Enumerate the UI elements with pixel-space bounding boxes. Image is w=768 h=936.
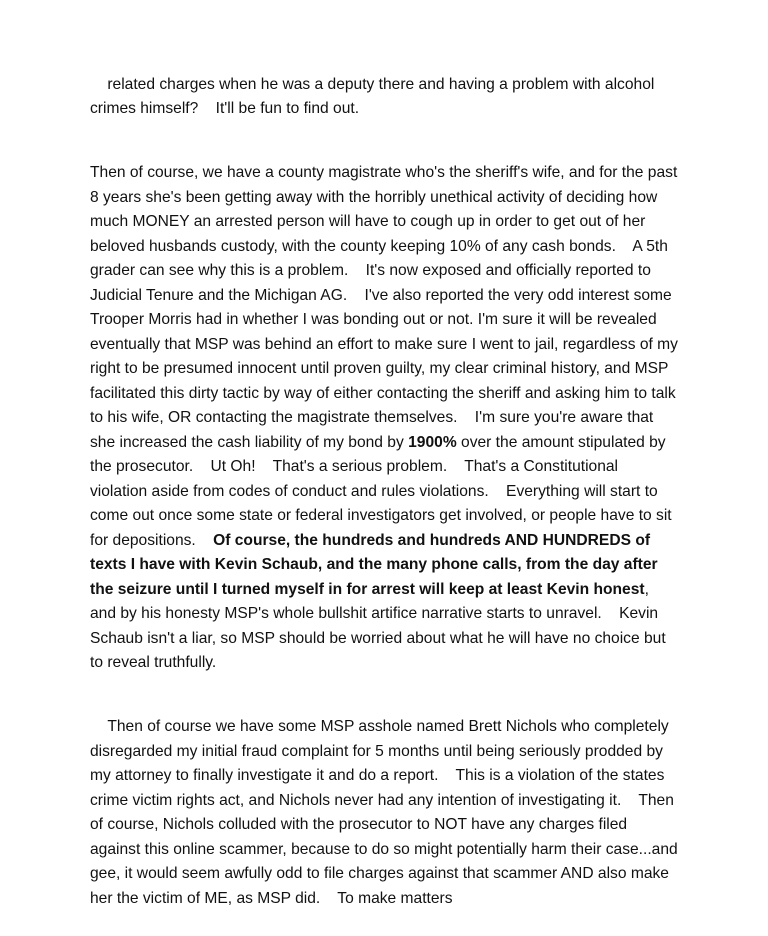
paragraph-3 xyxy=(90,691,683,936)
paragraph-1-text: related charges when he was a deputy there and having a problem with alcohol crimes himself? It'll be fun to find out. xyxy=(90,75,659,117)
paragraph-2-bold-percent: 1900% xyxy=(408,433,457,451)
paragraph-3-text: Then of course we have some MSP asshole named Brett Nichols who completely disregarded my initial fraud complaint for 5 months until being seriously prodded by my attorney to finally investigate it and do a report. This is a violation of the states crime victim rights act, and Nichols never had any intention of investigating it. Then of course, Nichols colluded with the prosecutor to NOT have any charges filed against this online scammer, because to do so might potentially harm their case...and gee, it would seem awfully odd to file charges against that scammer AND also make her the victim of ME, as MSP did. To make matters xyxy=(90,718,683,907)
paragraph-2-text-c: , and by his honesty MSP's whole bullshit artifice narrative starts to unravel. Kevin Schaub isn't a liar, so MSP should be worried about what he will have no choice but to reveal truthfully. xyxy=(90,580,671,671)
paragraph-1 xyxy=(90,48,678,146)
paragraph-2-text-a: Then of course, we have a county magistrate who's the sheriff's wife, and for the past 8 years she's been getting away with the horribly unethical activity of deciding how much MONEY an arrested person will have to cough up in order to get out of her beloved husbands custody, with the county keeping 10% of any cash bonds. A 5th grader can see why this is a problem. It's now exposed and officially reported to Judicial Tenure and the Michigan AG. I've also reported the very odd interest some Trooper Morris had in whether I was bonding out or not. I'm sure it will be revealed eventually that MSP was behind an effort to make sure I went to jail, regardless of my right to be presumed innocent until proven guilty, my clear criminal history, and MSP facilitated this dirty tactic by way of either contacting the sheriff and asking him to talk to his wife, OR contacting the magistrate themselves. I'm sure you're aware that she increased the cash liability of my bond by xyxy=(90,164,683,451)
paragraph-2-bold-statement: Of course, the hundreds and hundreds AND HUNDREDS of texts I have with Kevin Schaub, and the many phone calls, from the day after the seizure until I turned myself in for arrest will keep at least Kevin honest xyxy=(90,531,662,598)
paragraph-2 xyxy=(90,161,683,676)
paragraph-2-text-b: over the amount stipulated by the prosecutor. Ut Oh! That's a serious problem. That's a Constitutional violation aside from codes of conduct and rules violations. Everything will start to come out once some state or federal investigators get involved, or people have to sit for depositions. xyxy=(90,433,676,549)
